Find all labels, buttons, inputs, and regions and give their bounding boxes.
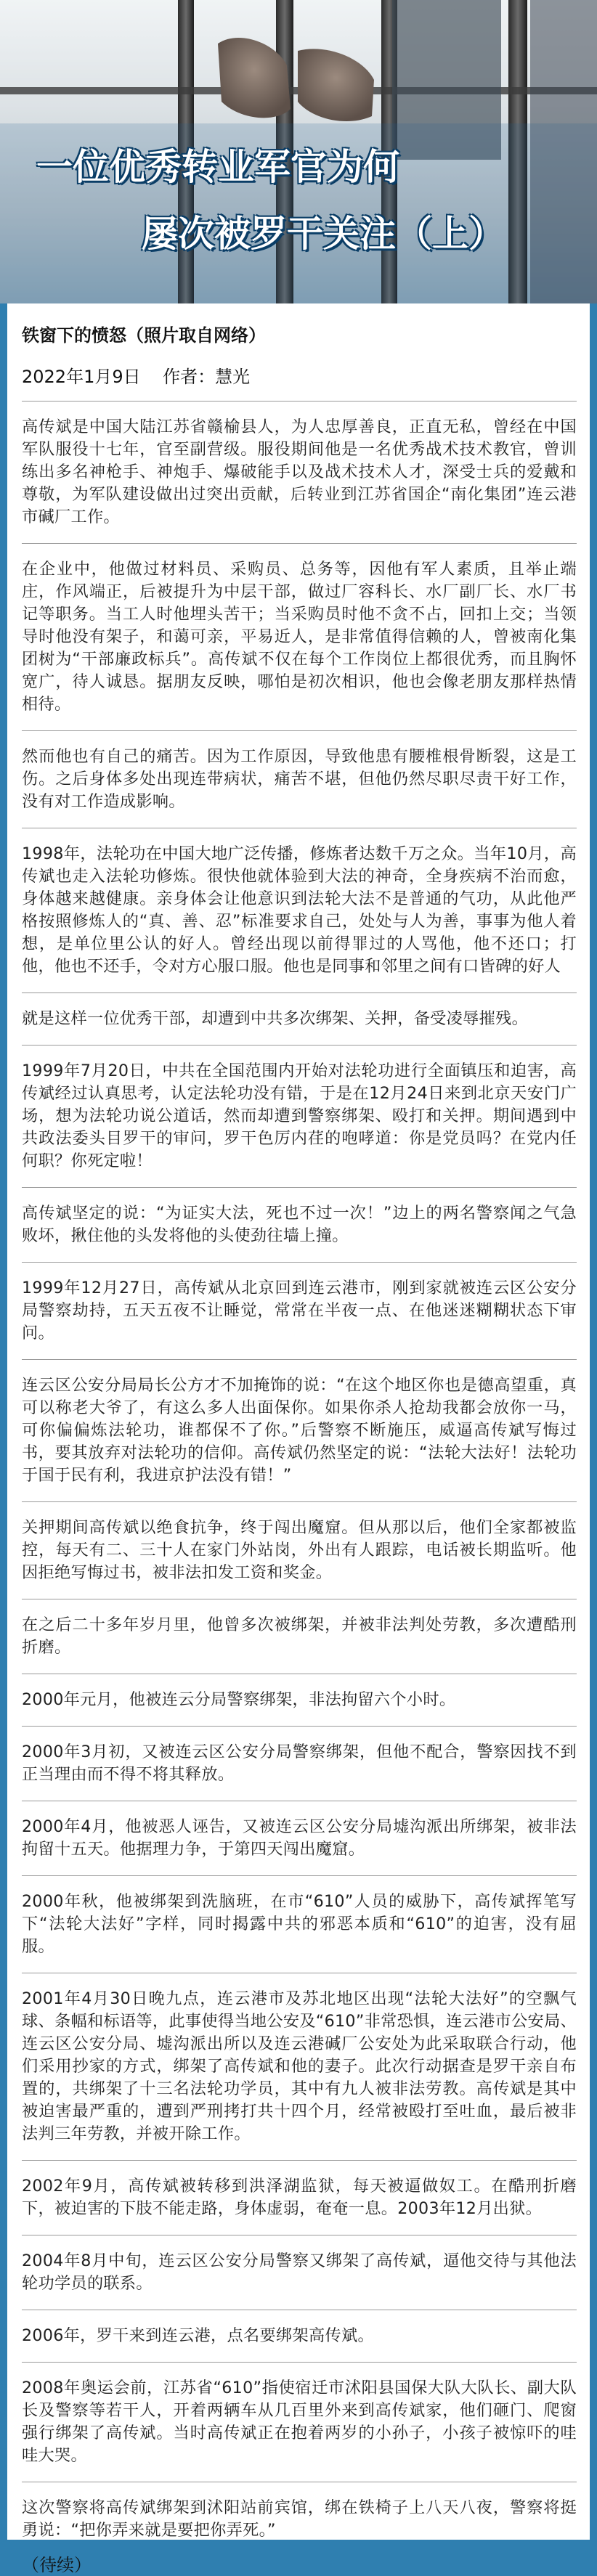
article-date: 2022年1月9日 xyxy=(22,367,141,387)
paragraph: 2000年秋，他被绑架到洗脑班，在市“610”人员的威胁下，高传斌挥笔写下“法轮大法好”字样，同时揭露中共的邪恶本质和“610”的迫害，没有屈服。 xyxy=(22,1892,577,1956)
divider xyxy=(22,730,577,731)
paragraph: 2008年奥运会前，江苏省“610”指使宿迁市沭阳县国保大队大队长、副大队长及警察等若干人，开着两辆车从几百里外来到高传斌家，他们砸门、爬窗强行绑架了高传斌。当时高传斌正在抱着两岁的小孙子，小孩子被惊吓的哇哇大哭。 xyxy=(22,2379,577,2465)
paragraph: 这次警察将高传斌绑架到沭阳站前宾馆，绑在铁椅子上八天八夜，警察将挺勇说：“把你弄来就是要把你弄死。” xyxy=(22,2498,577,2540)
paragraph: 1998年，法轮功在中国大地广泛传播，修炼者达数千万之众。当年10月，高传斌也走入法轮功修炼。很快他就体验到大法的神奇，全身疾病不治而愈，身体越来越健康。亲身体会让他意识到法轮大法不是普通的气功，从此他严格按照修炼人的“真、善、忍”标准要求自己，处处与人为善，事事为他人着想，是单位里公认的好人。曾经出现以前得罪过的人骂他，他不还口；打他，他也不还手，令对方心服口服。他也是同事和邻里之间有口皆碑的好人 xyxy=(22,844,577,976)
paragraph: 2002年9月，高传斌被转移到洪泽湖监狱，每天被逼做奴工。在酷刑折磨下，被迫害的下肢不能走路，身体虚弱，奄奄一息。2003年12月出狱。 xyxy=(22,2177,577,2218)
paragraph: 2000年元月，他被连云分局警察绑架，非法拘留六个小时。 xyxy=(22,1690,456,1709)
banner-title-line1: 一位优秀转业军官为何 xyxy=(36,146,399,188)
paragraph: 然而他也有自己的痛苦。因为工作原因，导致他患有腰椎根骨断裂，这是工伤。之后身体多处出现连带病状，痛苦不堪，但他仍然尽职尽责干好工作，没有对工作造成影响。 xyxy=(22,747,577,811)
paragraph: 就是这样一位优秀干部，却遭到中共多次绑架、关押，备受凌辱摧残。 xyxy=(22,1009,529,1028)
divider xyxy=(22,1501,577,1502)
paragraph: 在之后二十多年岁月里，他曾多次被绑架，并被非法判处劳教，多次遭酷刑折磨。 xyxy=(22,1615,577,1657)
divider xyxy=(22,1726,577,1727)
paragraph: 高传斌是中国大陆江苏省赣榆县人，为人忠厚善良，正直无私，曾经在中国军队服役十七年，官至副营级。服役期间他是一名优秀战术技术教官，曾训练出多名神枪手、神炮手、爆破能手以及战术技术人才，深受士兵的爱戴和尊敬，为军队建设做出过突出贡献，后转业到江苏省国企“南化集团”连云港市碱厂工作。 xyxy=(22,417,577,526)
article-body xyxy=(7,303,590,2575)
banner-title-line2: 屡次被罗干关注（上） xyxy=(142,213,505,255)
paragraph: 连云区公安分局局长公方才不加掩饰的说：“在这个地区你也是德高望重，真可以称老大爷了，有这么多人出面保你。如果你杀人抢劫我都会放你一马，可你偏偏炼法轮功，谁都保不了你。”后警察不断施压，威逼高传斌写悔过书，要其放弃对法轮功的信仰。高传斌仍然坚定的说：“法轮大法好！法轮功于国于民有利，我进京护法没有错！” xyxy=(22,1376,577,1485)
paragraph: 2000年3月初，又被连云区公安分局警察绑架，但他不配合，警察因找不到正当理由而不得不将其释放。 xyxy=(22,1743,577,1784)
paragraph: 1999年7月20日，中共在全国范围内开始对法轮功进行全面镇压和迫害，高传斌经过认真思考，认定法轮功没有错，于是在12月24日来到北京天安门广场，想为法轮功说公道话，然而却遭到警察绑架、殴打和关押。期间遇到中共政法委头目罗干的审问，罗干色厉内荏的咆哮道：你是党员吗？在党内任何职？你死定啦！ xyxy=(22,1061,577,1170)
divider xyxy=(22,1187,577,1188)
paragraph: 2006年，罗干来到连云港，点名要绑架高传斌。 xyxy=(22,2326,374,2345)
article-subtitle: 铁窗下的愤怒（照片取自网络） xyxy=(22,325,266,346)
divider xyxy=(22,1045,577,1046)
paragraph-list xyxy=(22,416,577,2542)
paragraph: 在企业中，他做过材料员、采购员、总务等，因他有军人素质，且举止端庄，作风端正，后被提升为中层干部，做过厂容科长、水厂副厂长、水厂书记等职务。当工人时他埋头苦干；当采购员时他不贪不占，回扣上交；当领导时他没有架子，和蔼可亲，平易近人，是非常值得信赖的人，曾被南化集团树为“干部廉政标兵”。高传斌不仅在每个工作岗位上都很优秀，而且胸怀宽广，待人诚恳。据朋友反映，哪怕是初次相识，他也会像老朋友那样热情相待。 xyxy=(22,560,577,714)
divider xyxy=(22,2160,577,2161)
divider xyxy=(22,401,577,402)
article-author: 作者：慧光 xyxy=(163,367,251,387)
divider xyxy=(22,1359,577,1360)
paragraph: 2000年4月，他被恶人诬告，又被连云区公安分局墟沟派出所绑架，被非法拘留十五天。他据理力争，于第四天闯出魔窟。 xyxy=(22,1817,577,1859)
divider xyxy=(22,1875,577,1876)
paragraph: 2004年8月中旬，连云区公安分局警察又绑架了高传斌，逼他交待与其他法轮功学员的联系。 xyxy=(22,2251,577,2293)
divider xyxy=(22,543,577,544)
paragraph: 2001年4月30日晚九点，连云港市及苏北地区出现“法轮大法好”的空飘气球、条幅和标语等，此事使得当地公安及“610”非常恐惧，连云港市公安局、连云区公安分局、墟沟派出所以及连云港碱厂公安处为此采取联合行动，他们采用抄家的方式，绑架了高传斌和他的妻子。此次行动据查是罗干亲自布置的，共绑架了十三名法轮功学员，其中有九人被非法劳教。高传斌是其中被迫害最严重的，遭到严刑拷打共十四个月，经常被殴打至吐血，最后被非法判三年劳教，并被开除工作。 xyxy=(22,1989,577,2143)
divider xyxy=(22,2362,577,2363)
article-meta xyxy=(22,362,577,388)
paragraph: 高传斌坚定的说：“为证实大法，死也不过一次！”边上的两名警察闻之气急败坏，揪住他的头发将他的头使劲往墙上撞。 xyxy=(22,1204,577,1245)
to-be-continued: （待续） xyxy=(22,2555,92,2575)
paragraph: 关押期间高传斌以绝食抗争，终于闯出魔窟。但从那以后，他们全家都被监控，每天有二、三十人在家门外站岗，外出有人跟踪，电话被长期监听。他因拒绝写悔过书，被非法扣发工资和奖金。 xyxy=(22,1518,577,1582)
paragraph: 1999年12月27日，高传斌从北京回到连云港市，刚到家就被连云区公安分局警察劫持，五天五夜不让睡觉，常常在半夜一点、在他迷迷糊糊状态下审问。 xyxy=(22,1279,577,1342)
divider xyxy=(22,1262,577,1263)
banner-image xyxy=(0,0,597,303)
